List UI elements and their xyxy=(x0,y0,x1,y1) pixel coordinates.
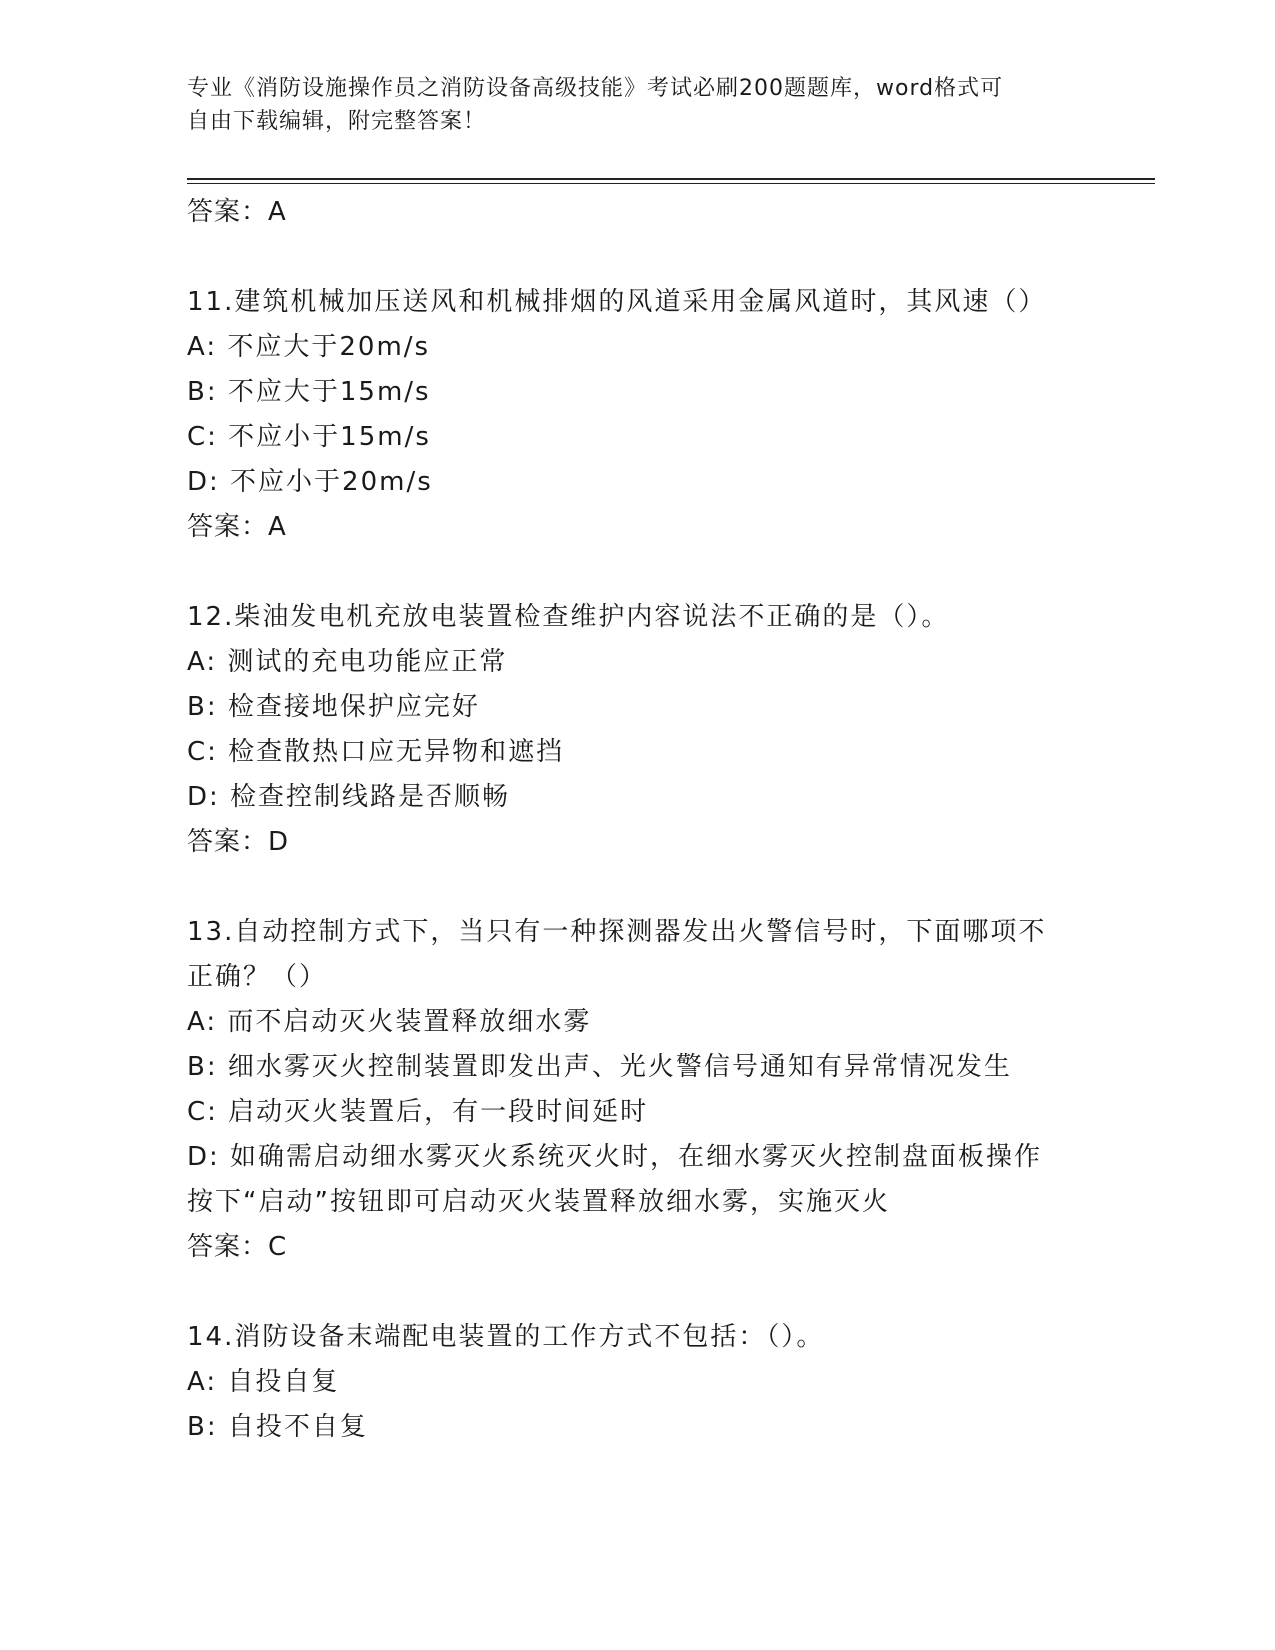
question-12 xyxy=(187,595,1087,865)
option-a: A: 自投自复 xyxy=(187,1367,340,1397)
document-header xyxy=(187,72,1067,138)
option-d-line-1: D: 如确需启动细水雾灭火系统灭火时，在细水雾灭火控制盘面板操作 xyxy=(187,1142,1043,1172)
question-stem-line-2: 正确？（） xyxy=(187,962,328,992)
option-b: B: 检查接地保护应完好 xyxy=(187,692,480,722)
question-13 xyxy=(187,910,1087,1270)
answer-line: 答案：A xyxy=(187,512,287,542)
spacer xyxy=(187,865,1087,910)
option-a: A: 不应大于20m/s xyxy=(187,332,431,362)
header-line-2: 自由下载编辑，附完整答案！ xyxy=(187,109,487,134)
option-b: B: 细水雾灭火控制装置即发出声、光火警信号通知有异常情况发生 xyxy=(187,1052,1012,1082)
header-line-1: 专业《消防设施操作员之消防设备高级技能》考试必刷200题题库，word格式可 xyxy=(187,76,1004,101)
header-rule-thin xyxy=(187,183,1155,184)
option-a: A: 测试的充电功能应正常 xyxy=(187,647,508,677)
question-14 xyxy=(187,1315,1087,1450)
question-stem: 12.柴油发电机充放电装置检查维护内容说法不正确的是（）。 xyxy=(187,602,950,632)
option-c: C: 不应小于15m/s xyxy=(187,422,431,452)
option-a: A: 而不启动灭火装置释放细水雾 xyxy=(187,1007,592,1037)
question-stem: 14.消防设备末端配电装置的工作方式不包括：（）。 xyxy=(187,1322,825,1352)
spacer xyxy=(187,550,1087,595)
option-d: D: 检查控制线路是否顺畅 xyxy=(187,782,511,812)
question-stem-line-1: 13.自动控制方式下，当只有一种探测器发出火警信号时，下面哪项不 xyxy=(187,917,1047,947)
question-11 xyxy=(187,280,1087,550)
question-stem: 11.建筑机械加压送风和机械排烟的风道采用金属风道时，其风速（） xyxy=(187,287,1047,317)
option-d-line-2: 按下“启动”按钮即可启动灭火装置释放细水雾，实施灭火 xyxy=(187,1187,890,1217)
option-b: B: 自投不自复 xyxy=(187,1412,368,1442)
spacer xyxy=(187,235,1087,280)
header-rule-thick xyxy=(187,178,1155,180)
spacer xyxy=(187,1270,1087,1315)
option-c: C: 检查散热口应无异物和遮挡 xyxy=(187,737,565,767)
answer-line: 答案：D xyxy=(187,827,290,857)
answer-line: 答案：A xyxy=(187,197,287,227)
option-d: D: 不应小于20m/s xyxy=(187,467,433,497)
question-content xyxy=(187,190,1087,1450)
option-c: C: 启动灭火装置后，有一段时间延时 xyxy=(187,1097,649,1127)
answer-line: 答案：C xyxy=(187,1232,288,1262)
option-b: B: 不应大于15m/s xyxy=(187,377,431,407)
